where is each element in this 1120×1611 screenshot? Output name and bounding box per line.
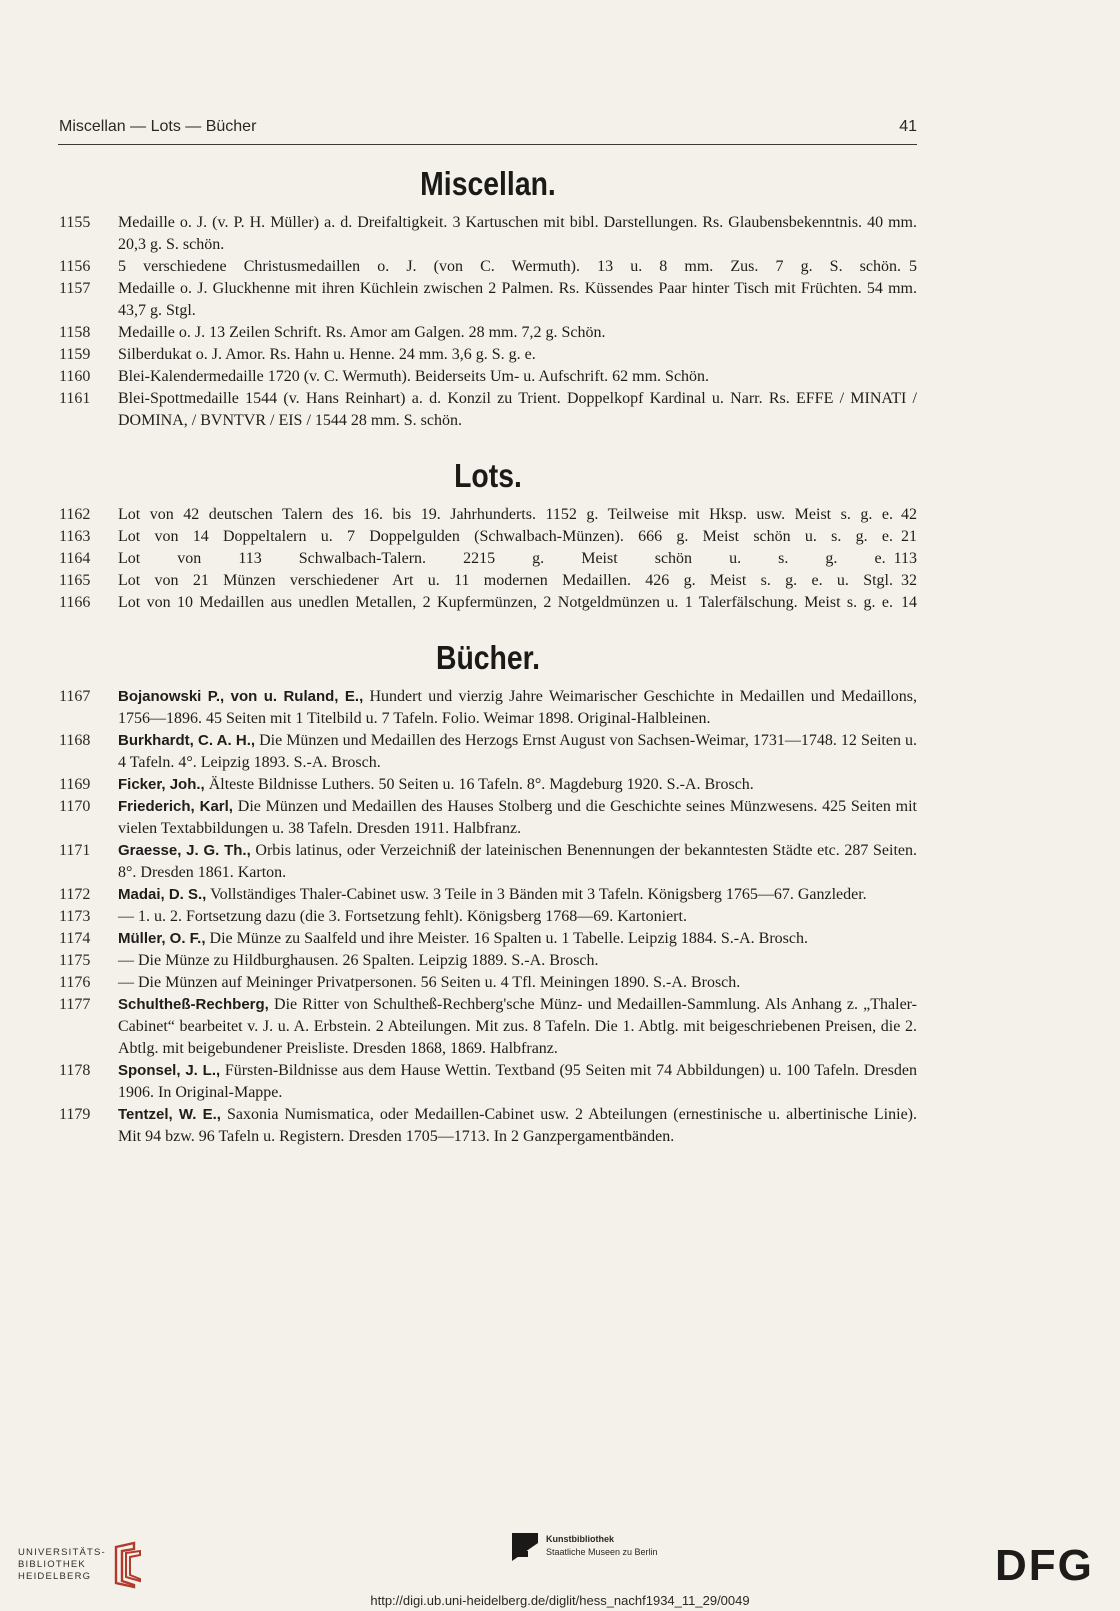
lot-description [118, 592, 917, 614]
lot-description [118, 796, 917, 840]
lot-entry [59, 730, 917, 774]
lot-number: 1173 [59, 908, 91, 925]
lot-description [118, 548, 917, 570]
lot-text: Die Ritter von Schultheß-Rechberg'sche Münz- und Medaillen-Sammlung. Als Anhang z. „Thaler-Cabinet“ bearbeitet v. J. u. A. Erbstein. 2 Abteilungen. Mit zus. 8 Tafeln. Die 1. Abtlg. mit beigeschriebenen Preisen, die 2. Abtlg. mit beigebundener Preisliste. Dresden 1868, 1869. Halbfranz. [118, 996, 918, 1057]
kunstbibliothek-text [546, 1533, 658, 1559]
lot-text: Vollständiges Thaler-Cabinet usw. 3 Teile in 3 Bänden mit 3 Tafeln. Königsberg 1765—67. Ganzleder. [210, 886, 867, 903]
ub-heidelberg-logo[interactable] [18, 1541, 144, 1589]
lot-estimate: 5 [909, 258, 917, 275]
lot-entry [59, 994, 917, 1060]
running-head-title: Miscellan — Lots — Bücher [59, 118, 257, 135]
lot-entry [59, 950, 917, 972]
section-title: Lots. [454, 457, 522, 494]
lot-text: Medaille o. J. 13 Zeilen Schrift. Rs. Amor am Galgen. 28 mm. 7,2 g. Schön. [118, 324, 606, 341]
lot-estimate: 14 [901, 594, 917, 611]
lot-entry [59, 592, 917, 614]
lot-number: 1169 [59, 776, 91, 793]
ub-heidelberg-text [18, 1547, 106, 1583]
lot-description [118, 972, 917, 994]
header-rule [58, 144, 917, 145]
lot-number: 1161 [59, 390, 91, 407]
lot-description [118, 1104, 917, 1148]
lot-text: Orbis latinus, oder Verzeichniß der lateinischen Benennungen der bekanntesten Städte etc. 287 Seiten. 8°. Dresden 1861. Karton. [118, 842, 918, 881]
lot-number: 1172 [59, 886, 91, 903]
lot-text: Fürsten-Bildnisse aus dem Hause Wettin. Textband (95 Seiten mit 74 Abbildungen) u. 100 Tafeln. Dresden 1906. In Original-Mappe. [118, 1062, 918, 1101]
lot-text: Die Münze zu Saalfeld und ihre Meister. 16 Spalten u. 1 Tabelle. Leipzig 1884. S.-A. Brosch. [209, 930, 808, 947]
ub-heidelberg-mark-icon [112, 1541, 144, 1589]
section-gap [59, 432, 917, 452]
lot-entry [59, 774, 917, 796]
lot-number: 1160 [59, 368, 91, 385]
lot-text: Die Münzen und Medaillen des Herzogs Ernst August von Sachsen-Weimar, 1731—1748. 12 Seiten u. 4 Tafeln. 4°. Leipzig 1893. S.-A. Brosch. [118, 732, 917, 771]
lot-number: 1171 [59, 842, 91, 859]
lot-estimate: 42 [901, 506, 917, 523]
lot-description [118, 994, 917, 1060]
lot-number: 1157 [59, 280, 91, 297]
lot-entry [59, 256, 917, 278]
lot-entry [59, 366, 917, 388]
lot-description [118, 256, 917, 278]
book-author: Schultheß-Rechberg, [118, 996, 269, 1013]
lot-description [118, 278, 917, 322]
lot-text: Lot von 14 Doppeltalern u. 7 Doppelgulden (Schwalbach-Münzen). 666 g. Meist schön u. s. g. e. [118, 528, 893, 545]
section-gap [59, 614, 917, 634]
source-url[interactable]: http://digi.ub.uni-heidelberg.de/diglit/hess_nachf1934_11_29/0049 [370, 1593, 750, 1608]
lot-entry [59, 972, 917, 994]
book-author: Bojanowski P., von u. Ruland, E., [118, 688, 364, 705]
lot-number: 1155 [59, 214, 91, 231]
lot-entry [59, 322, 917, 344]
lot-text: Medaille o. J. (v. P. H. Müller) a. d. Dreifaltigkeit. 3 Kartuschen mit bibl. Darstellungen. Rs. Glaubensbekenntnis. 40 mm. 20,3 g. S. schön. [118, 214, 917, 253]
lot-text: Blei-Spottmedaille 1544 (v. Hans Reinhart) a. d. Konzil zu Trient. Doppelkopf Kardinal u. Narr. Rs. EFFE / MINATI / DOMINA, / BVNTVR / EIS / 1544 28 mm. S. schön. [118, 390, 917, 429]
lot-number: 1174 [59, 930, 91, 947]
ub-line-1: UNIVERSITÄTS- [18, 1547, 106, 1558]
book-author: Graesse, J. G. Th., [118, 842, 251, 859]
lot-text: Silberdukat o. J. Amor. Rs. Hahn u. Henne. 24 mm. 3,6 g. S. g. e. [118, 346, 536, 363]
book-author: Sponsel, J. L., [118, 1062, 221, 1079]
lot-text: Lot von 10 Medaillen aus unedlen Metallen, 2 Kupfermünzen, 2 Notgeldmünzen u. 1 Talerfälschung. Meist s. g. e. [118, 594, 893, 611]
lot-text: Lot von 21 Münzen verschiedener Art u. 11 modernen Medaillen. 426 g. Meist s. g. e. u. Stgl. [118, 572, 893, 589]
book-author: Müller, O. F., [118, 930, 206, 947]
lot-description [118, 840, 917, 884]
lot-number: 1166 [59, 594, 91, 611]
lot-number: 1167 [59, 688, 91, 705]
lot-text: Die Münzen und Medaillen des Hauses Stolberg und die Geschichte seines Münzwesens. 425 Seiten mit vielen Textabbildungen u. 38 Tafeln. Dresden 1911. Halbfranz. [118, 798, 917, 837]
lot-entry [59, 1104, 917, 1148]
lot-description [118, 928, 917, 950]
lot-estimate: 32 [901, 572, 917, 589]
dfg-logo[interactable]: DFG [995, 1541, 1094, 1590]
lot-number: 1163 [59, 528, 91, 545]
lot-number: 1162 [59, 506, 91, 523]
lot-entry [59, 344, 917, 366]
lot-text: Lot von 113 Schwalbach-Talern. 2215 g. Meist schön u. s. g. e. [118, 550, 886, 567]
lot-entry [59, 796, 917, 840]
book-author: Tentzel, W. E., [118, 1106, 221, 1123]
lot-entry [59, 526, 917, 548]
book-author: Friederich, Karl, [118, 798, 233, 815]
lot-number: 1179 [59, 1106, 91, 1123]
lot-number: 1170 [59, 798, 91, 815]
lot-text: Hundert und vierzig Jahre Weimarischer Geschichte in Medaillen und Medaillons, 1756—1896. 45 Seiten mit 1 Titelbild u. 7 Tafeln. Folio. Weimar 1898. Original-Halbleinen. [118, 688, 917, 727]
lot-number: 1159 [59, 346, 91, 363]
lot-text: 5 verschiedene Christusmedaillen o. J. (von C. Wermuth). 13 u. 8 mm. Zus. 7 g. S. schön. [118, 258, 901, 275]
lot-estimate: 21 [901, 528, 917, 545]
lot-description [118, 344, 917, 366]
lot-entry [59, 906, 917, 928]
lot-text: Lot von 42 deutschen Talern des 16. bis 19. Jahrhunderts. 1152 g. Teilweise mit Hksp. usw. Meist s. g. e. [118, 506, 893, 523]
book-author: Madai, D. S., [118, 886, 207, 903]
lot-description [118, 774, 917, 796]
lot-number: 1158 [59, 324, 91, 341]
section-title: Bücher. [435, 639, 541, 676]
lot-description [118, 1060, 917, 1104]
lot-entry [59, 212, 917, 256]
lot-number: 1178 [59, 1062, 91, 1079]
lot-number: 1165 [59, 572, 91, 589]
lot-description [118, 906, 917, 928]
section-title: Miscellan. [420, 165, 556, 202]
lot-description [118, 322, 917, 344]
kb-subtitle: Staatliche Museen zu Berlin [546, 1547, 658, 1557]
lot-entry [59, 548, 917, 570]
lot-description [118, 570, 917, 592]
lot-entry [59, 686, 917, 730]
lot-text: Medaille o. J. Gluckhenne mit ihren Küchlein zwischen 2 Palmen. Rs. Küssendes Paar hinter Tisch mit Früchten. 54 mm. 43,7 g. Stgl. [118, 280, 917, 319]
lot-text: — Die Münzen auf Meininger Privatpersonen. 56 Seiten u. 4 Tfl. Meiningen 1890. S.-A. Brosch. [118, 974, 741, 991]
lot-description [118, 686, 917, 730]
lot-text: Saxonia Numismatica, oder Medaillen-Cabinet usw. 2 Abteilungen (ernestinische u. albertinische Linie). Mit 94 bzw. 96 Tafeln u. Registern. Dresden 1705—1713. In 2 Ganzpergamentbänden. [118, 1106, 917, 1145]
kb-title: Kunstbibliothek [546, 1534, 614, 1544]
lot-text: Blei-Kalendermedaille 1720 (v. C. Wermuth). Beiderseits Um- u. Aufschrift. 62 mm. Schön. [118, 368, 710, 385]
kunstbibliothek-logo[interactable] [512, 1533, 658, 1561]
lot-description [118, 884, 917, 906]
lot-description [118, 730, 917, 774]
lot-number: 1176 [59, 974, 91, 991]
lot-number: 1177 [59, 996, 91, 1013]
lot-text: — 1. u. 2. Fortsetzung dazu (die 3. Fortsetzung fehlt). Königsberg 1768—69. Kartoniert. [118, 908, 687, 925]
lot-number: 1156 [59, 258, 91, 275]
book-author: Burkhardt, C. A. H., [118, 732, 256, 749]
lot-text: Älteste Bildnisse Luthers. 50 Seiten u. 16 Tafeln. 8°. Magdeburg 1920. S.-A. Brosch. [208, 776, 754, 793]
ub-line-2: BIBLIOTHEK [18, 1559, 86, 1570]
kunstbibliothek-mark-icon [512, 1533, 538, 1561]
book-author: Ficker, Joh., [118, 776, 205, 793]
footer [0, 1515, 1120, 1611]
lot-entry [59, 278, 917, 322]
lot-description [118, 212, 917, 256]
lot-entry [59, 504, 917, 526]
lot-description [118, 950, 917, 972]
lot-description [118, 388, 917, 432]
lot-text: — Die Münze zu Hildburghausen. 26 Spalten. Leipzig 1889. S.-A. Brosch. [118, 952, 599, 969]
lot-entry [59, 1060, 917, 1104]
lot-number: 1164 [59, 550, 91, 567]
lot-description [118, 504, 917, 526]
lot-number: 1168 [59, 732, 91, 749]
lot-number: 1175 [59, 952, 91, 969]
lot-entry [59, 884, 917, 906]
lot-description [118, 366, 917, 388]
running-head [59, 118, 917, 136]
lot-entry [59, 570, 917, 592]
lot-entry [59, 388, 917, 432]
lot-entry [59, 840, 917, 884]
catalog-content [59, 160, 917, 1148]
page-number: 41 [899, 118, 917, 135]
lot-estimate: 113 [893, 550, 917, 567]
ub-line-3: HEIDELBERG [18, 1571, 92, 1582]
lot-description [118, 526, 917, 548]
lot-entry [59, 928, 917, 950]
